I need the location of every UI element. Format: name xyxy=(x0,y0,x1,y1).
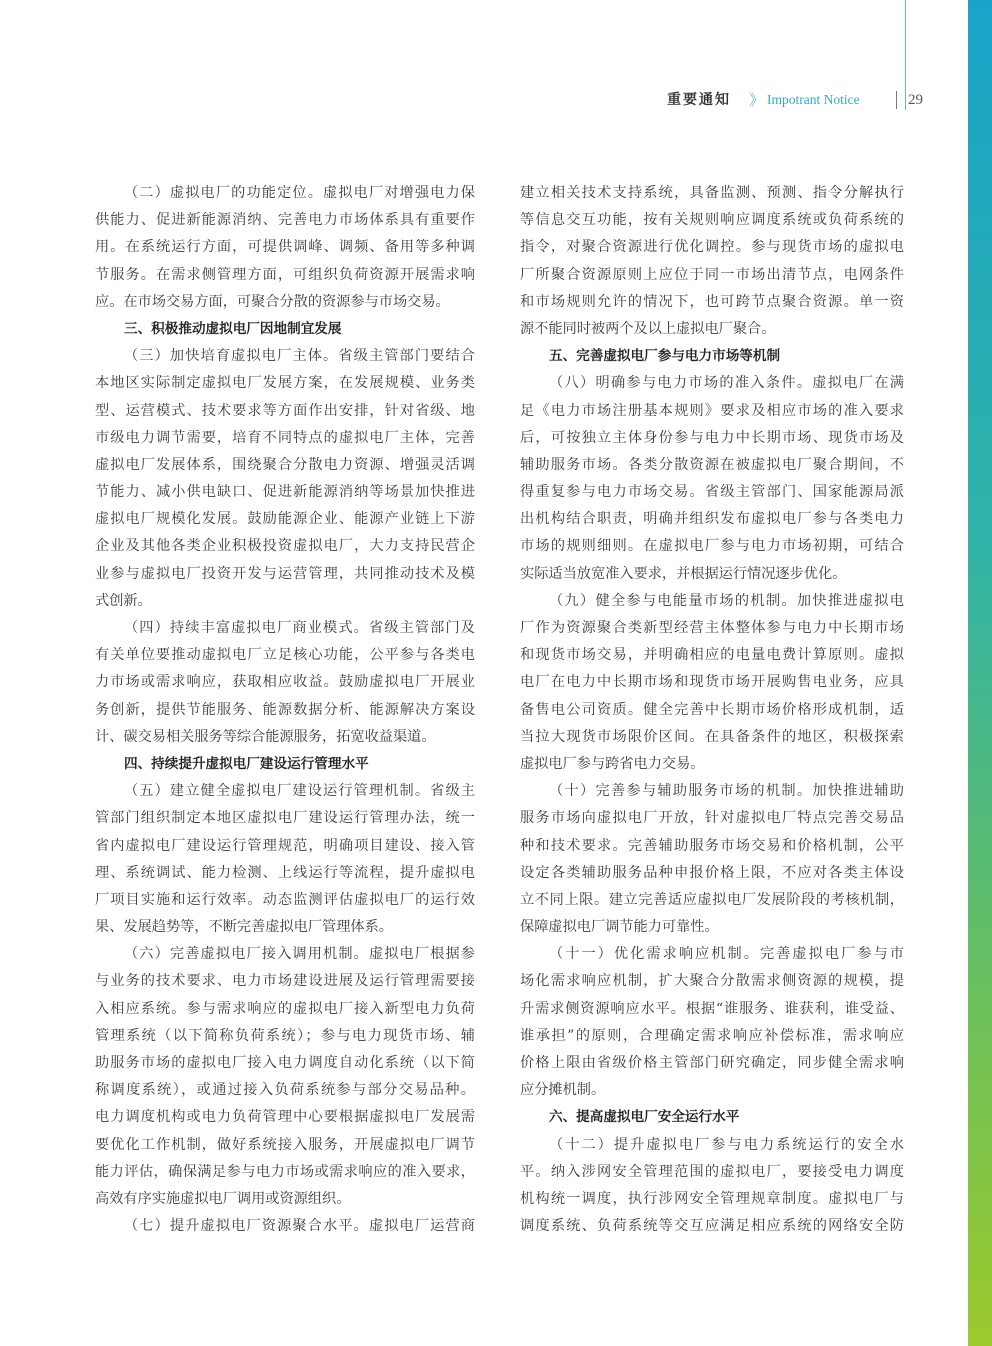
chevron-icon: 》 xyxy=(749,91,765,109)
text-line: 出机构结合职责，明确并组织发布虚拟电厂参与各类电力 xyxy=(520,511,904,528)
text-line: 型、运营模式、技术要求等方面作出安排，针对省级、地 xyxy=(95,402,475,419)
text-line: 设定各类辅助服务品种申报价格上限，不应对各类主体设 xyxy=(520,864,904,881)
text-line: （九）健全参与电能量市场的机制。加快推进虚拟电 xyxy=(549,592,904,609)
text-line: 应分摊机制。 xyxy=(520,1082,606,1099)
text-line: （六）完善虚拟电厂接入调用机制。虚拟电厂根据参 xyxy=(124,946,475,963)
text-line: 市级电力调节需要，培育不同特点的虚拟电厂主体，完善 xyxy=(95,429,475,446)
text-line: 保障虚拟电厂调节能力可靠性。 xyxy=(520,919,719,936)
text-line: 场化需求响应机制，扩大聚合分散需求侧资源的规模，提 xyxy=(520,973,904,990)
right-text-column xyxy=(520,180,904,1240)
text-line: （十一）优化需求响应机制。完善虚拟电厂参与市 xyxy=(549,946,904,963)
text-line: 实际适当放宽准入要求，并根据运行情况逐步优化。 xyxy=(520,565,847,582)
text-line: 管部门组织制定本地区虚拟电厂建设运行管理办法，统一 xyxy=(95,810,475,827)
text-line: 务创新，提供节能服务、能源数据分析、能源解决方案设 xyxy=(95,701,475,718)
text-line: 等信息交互功能，按有关规则响应调度系统或负荷系统的 xyxy=(520,212,904,229)
text-line: 高效有序实施虚拟电厂调用或资源组织。 xyxy=(95,1190,351,1207)
text-line: 足《电力市场注册基本规则》要求及相应市场的准入要求 xyxy=(520,402,904,419)
section-heading: 六、提高虚拟电厂安全运行水平 xyxy=(549,1109,740,1126)
text-line: 企业及其他各类企业积极投资虚拟电厂，大力支持民营企 xyxy=(95,538,475,555)
text-line: 应。在市场交易方面，可聚合分散的资源参与市场交易。 xyxy=(95,293,450,310)
text-line: 入相应系统。参与需求响应的虚拟电厂接入新型电力负荷 xyxy=(95,1000,475,1017)
text-line: 式创新。 xyxy=(95,592,152,609)
text-line: 谁承担”的原则，合理确定需求响应补偿标准，需求响应 xyxy=(520,1027,904,1044)
text-line: 电力调度机构或电力负荷管理中心要根据虚拟电厂发展需 xyxy=(95,1109,475,1126)
section-heading: 四、持续提升虚拟电厂建设运行管理水平 xyxy=(124,755,369,772)
text-line: 有关单位要推动虚拟电厂立足核心功能，公平参与各类电 xyxy=(95,647,475,664)
section-title-en: Impotrant Notice xyxy=(767,92,860,107)
text-line: （二）虚拟电厂的功能定位。虚拟电厂对增强电力保 xyxy=(124,185,475,201)
text-line: 机构统一调度，执行涉网安全管理规章制度。虚拟电厂与 xyxy=(520,1190,904,1207)
text-line: 理、系统调试、能力检测、上线运行等流程，提升虚拟电 xyxy=(95,864,475,881)
text-line: 节服务。在需求侧管理方面，可组织负荷资源开展需求响 xyxy=(95,266,475,283)
text-line: 供能力、促进新能源消纳、完善电力市场体系具有重要作 xyxy=(95,212,475,229)
section-heading: 五、完善虚拟电厂参与电力市场等机制 xyxy=(549,348,781,365)
text-line: 用。在系统运行方面，可提供调峰、调频、备用等多种调 xyxy=(95,239,475,256)
text-line: 助服务市场的虚拟电厂接入电力调度自动化系统（以下简 xyxy=(95,1055,475,1071)
text-line: 能力评估，确保满足参与电力市场或需求响应的准入要求， xyxy=(95,1163,475,1180)
page-header xyxy=(650,90,950,110)
decorative-side-bar xyxy=(968,0,992,1346)
text-line: 和市场规则允许的情况下，也可跨节点聚合资源。单一资 xyxy=(520,293,904,310)
text-line: 得重复参与电力市场交易。省级主管部门、国家能源局派 xyxy=(520,484,904,501)
left-text-column xyxy=(95,180,475,1240)
text-line: 本地区实际制定虚拟电厂发展方案，在发展规模、业务类 xyxy=(95,375,475,392)
text-line: 价格上限由省级价格主管部门研究确定，同步健全需求响 xyxy=(520,1055,904,1071)
text-line: 厂项目实施和运行效率。动态监测评估虚拟电厂的运行效 xyxy=(95,891,475,908)
text-line: 指令，对聚合资源进行优化调控。参与现货市场的虚拟电 xyxy=(520,239,904,256)
text-line: （十二）提升虚拟电厂参与电力系统运行的安全水 xyxy=(549,1136,904,1153)
text-line: 节能力、减小供电缺口、促进新能源消纳等场景加快推进 xyxy=(95,484,475,501)
text-line: 种和技术要求。完善辅助服务市场交易和价格机制，公平 xyxy=(520,837,904,854)
text-line: 管理系统（以下简称负荷系统）；参与电力现货市场、辅 xyxy=(95,1027,475,1044)
text-line: （七）提升虚拟电厂资源聚合水平。虚拟电厂运营商 xyxy=(124,1218,475,1235)
text-line: 称调度系统），或通过接入负荷系统参与部分交易品种。 xyxy=(95,1082,475,1099)
text-line: 果、发展趋势等，不断完善虚拟电厂管理体系。 xyxy=(95,919,393,936)
text-line: 业参与虚拟电厂投资开发与运营管理，共同推动技术及模 xyxy=(95,565,475,582)
text-line: 立不同上限。建立完善适应虚拟电厂发展阶段的考核机制， xyxy=(520,891,904,908)
text-line: 源不能同时被两个及以上虚拟电厂聚合。 xyxy=(520,320,776,337)
text-line: （五）建立健全虚拟电厂建设运行管理机制。省级主 xyxy=(124,783,475,800)
text-line: 省内虚拟电厂建设运行管理规范，明确项目建设、接入管 xyxy=(95,837,475,854)
text-line: 辅助服务市场。各类分散资源在被虚拟电厂聚合期间，不 xyxy=(520,456,904,473)
text-line: 市场的规则细则。在虚拟电厂参与电力市场初期，可结合 xyxy=(520,538,904,555)
text-line: 服务市场向虚拟电厂开放，针对虚拟电厂特点完善交易品 xyxy=(520,810,904,827)
section-title-cn: 重要通知 xyxy=(667,92,731,108)
text-line: 虚拟电厂发展体系，围绕聚合分散电力资源、增强灵活调 xyxy=(95,456,475,473)
text-line: 力市场或需求响应，获取相应收益。鼓励虚拟电厂开展业 xyxy=(95,674,475,691)
text-line: 厂所聚合资源原则上应位于同一市场出清节点，电网条件 xyxy=(520,266,904,283)
text-line: （十）完善参与辅助服务市场的机制。加快推进辅助 xyxy=(549,783,904,800)
text-line: 建立相关技术支持系统，具备监测、预测、指令分解执行 xyxy=(520,185,904,201)
text-line: 备售电公司资质。健全完善中长期市场价格形成机制，适 xyxy=(520,701,904,718)
text-line: （八）明确参与电力市场的准入条件。虚拟电厂在满 xyxy=(549,375,904,392)
text-line: 虚拟电厂规模化发展。鼓励能源企业、能源产业链上下游 xyxy=(95,511,475,528)
text-line: 计、碳交易相关服务等综合能源服务，拓宽收益渠道。 xyxy=(95,728,436,745)
text-line: 升需求侧资源响应水平。根据“谁服务、谁获利，谁受益、 xyxy=(520,1000,904,1017)
text-line: 与业务的技术要求、电力市场建设进展及运行管理需要接 xyxy=(95,973,475,990)
text-line: （三）加快培育虚拟电厂主体。省级主管部门要结合 xyxy=(124,348,475,365)
section-heading: 三、积极推动虚拟电厂因地制宜发展 xyxy=(124,320,342,337)
text-line: 厂作为资源聚合类新型经营主体整体参与电力中长期市场 xyxy=(520,620,904,636)
text-line: 和现货市场交易，并明确相应的电量电费计算原则。虚拟 xyxy=(520,647,904,664)
text-line: 电厂在电力中长期市场和现货市场开展购售电业务，应具 xyxy=(520,674,904,691)
text-line: 调度系统、负荷系统等交互应满足相应系统的网络安全防 xyxy=(520,1218,904,1235)
text-line: 当拉大现货市场限价区间。在具备条件的地区，积极探索 xyxy=(520,728,904,745)
text-line: 虚拟电厂参与跨省电力交易。 xyxy=(520,755,705,772)
text-line: 平。纳入涉网安全管理范围的虚拟电厂，要接受电力调度 xyxy=(520,1163,904,1180)
text-line: （四）持续丰富虚拟电厂商业模式。省级主管部门及 xyxy=(124,620,475,636)
text-line: 要优化工作机制，做好系统接入服务，开展虚拟电厂调节 xyxy=(95,1136,475,1153)
header-separator xyxy=(896,91,897,109)
text-line: 后，可按独立主体身份参与电力中长期市场、现货市场及 xyxy=(520,429,904,446)
page-number: 29 xyxy=(908,92,923,108)
